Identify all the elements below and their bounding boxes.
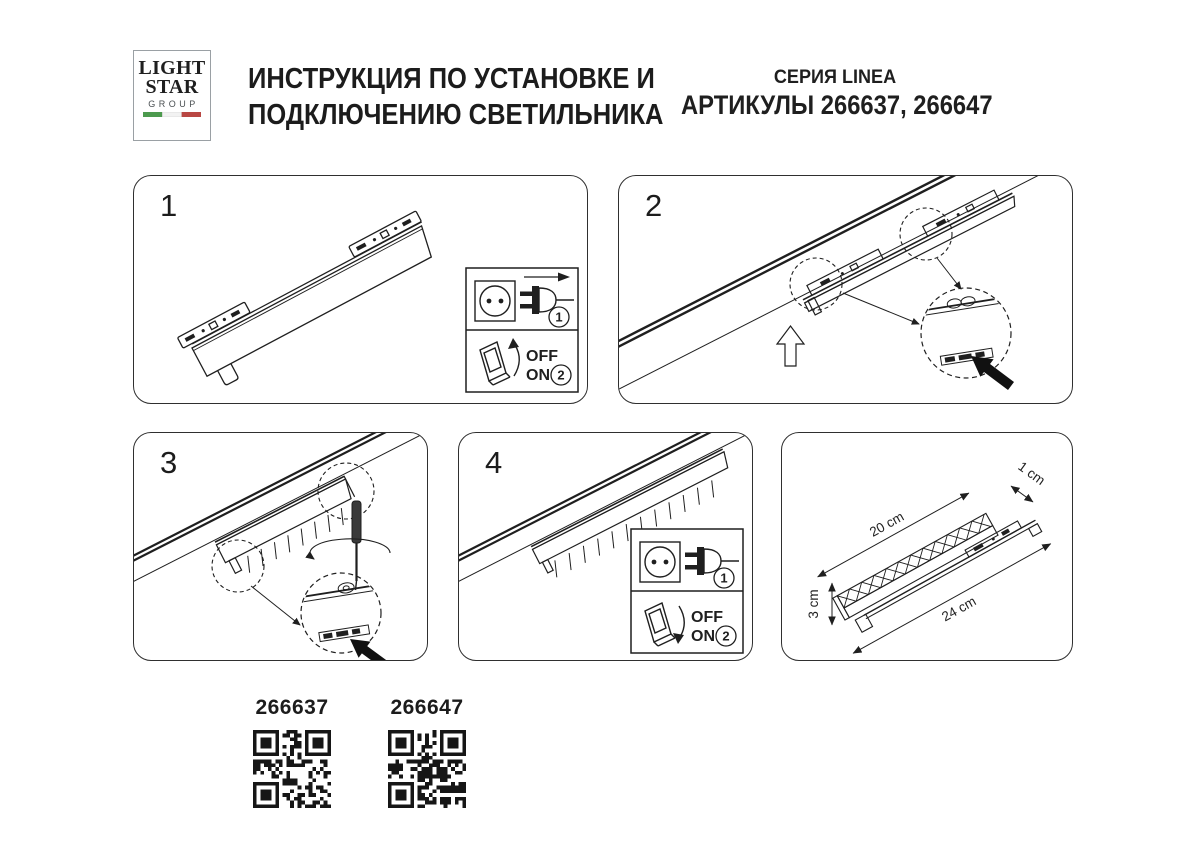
step-4-number: 4	[485, 445, 503, 480]
qr-block-266637	[222, 696, 362, 808]
step-1-badge	[714, 568, 734, 588]
mount-plate-left	[177, 302, 250, 348]
rotation-arrow-icon	[310, 539, 390, 559]
qr-code	[253, 730, 331, 808]
step-1-badge	[549, 307, 569, 327]
press-arrow-icon	[971, 356, 1014, 390]
svg-text:1 cm: 1 cm	[1015, 458, 1048, 489]
press-arrow-icon	[350, 639, 391, 661]
svg-text:2: 2	[722, 628, 730, 644]
qr-article-label: 266647	[390, 696, 464, 719]
dimension-24cm	[853, 544, 1060, 661]
step-1-drawing	[134, 176, 588, 404]
step-4-drawing	[459, 433, 753, 661]
qr-block-266647	[357, 696, 497, 808]
step-2-badge	[551, 365, 571, 385]
step-3-drawing	[134, 433, 428, 661]
on-label: ON	[526, 367, 550, 384]
svg-text:2: 2	[557, 367, 565, 383]
italy-flag-stripe	[143, 112, 201, 117]
logo-word-star: STAR	[145, 76, 199, 98]
callout-pointer-left	[843, 293, 919, 324]
step-4-panel	[458, 432, 753, 661]
qr-code	[388, 730, 466, 808]
dimension-3cm	[806, 583, 832, 625]
series-label: СЕРИЯ LINEA	[773, 67, 897, 88]
push-up-arrow-icon	[777, 326, 804, 366]
step-1-panel	[133, 175, 588, 404]
off-label: OFF	[526, 348, 558, 365]
step-3-panel	[133, 432, 428, 661]
step-3-number: 3	[160, 445, 178, 480]
callout-circle-right	[318, 463, 374, 519]
dimension-20cm	[808, 476, 969, 577]
logo-word-light: LIGHT	[138, 57, 206, 79]
luminaire-mounted	[215, 476, 361, 575]
step-2-drawing	[619, 176, 1073, 404]
svg-text:1: 1	[555, 309, 563, 325]
lock-detail	[292, 577, 389, 644]
callout-circle-left	[212, 540, 264, 592]
step-1-number: 1	[160, 188, 178, 223]
articles-label: АРТИКУЛЫ 266637, 266647	[681, 90, 993, 120]
dimension-1cm	[1011, 459, 1048, 502]
power-legend	[466, 268, 578, 392]
track-drawing	[619, 176, 1073, 404]
dimensions-panel	[781, 432, 1073, 661]
svg-text:24 cm: 24 cm	[939, 593, 979, 625]
detail-zoom-circle	[921, 288, 1011, 378]
page-title	[248, 62, 720, 134]
luminaire-drawing	[177, 211, 446, 395]
qr-article-label: 266637	[255, 696, 329, 719]
callout-pointer	[251, 586, 300, 625]
lock-detail	[912, 290, 1019, 368]
end-cap	[218, 364, 239, 386]
power-legend	[631, 529, 743, 653]
callout-pointer-right	[937, 258, 961, 289]
svg-text:20 cm: 20 cm	[867, 508, 907, 540]
on-label: ON	[691, 628, 715, 645]
dimensions-drawing	[782, 433, 1073, 661]
step-2-panel	[618, 175, 1073, 404]
page-title-line1: ИНСТРУКЦИЯ ПО УСТАНОВКЕ И	[248, 63, 655, 95]
lightstar-logo	[133, 50, 211, 141]
step-2-number: 2	[645, 188, 663, 223]
mount-plate-right	[349, 211, 422, 257]
svg-text:3 cm: 3 cm	[806, 589, 821, 619]
step-2-badge	[716, 626, 736, 646]
logo-word-group: GROUP	[148, 99, 199, 109]
page-title-line2: ПОДКЛЮЧЕНИЮ СВЕТИЛЬНИКА	[248, 98, 664, 131]
svg-text:1: 1	[720, 570, 728, 586]
luminaire-inserting	[798, 183, 1021, 316]
off-label: OFF	[691, 609, 723, 626]
